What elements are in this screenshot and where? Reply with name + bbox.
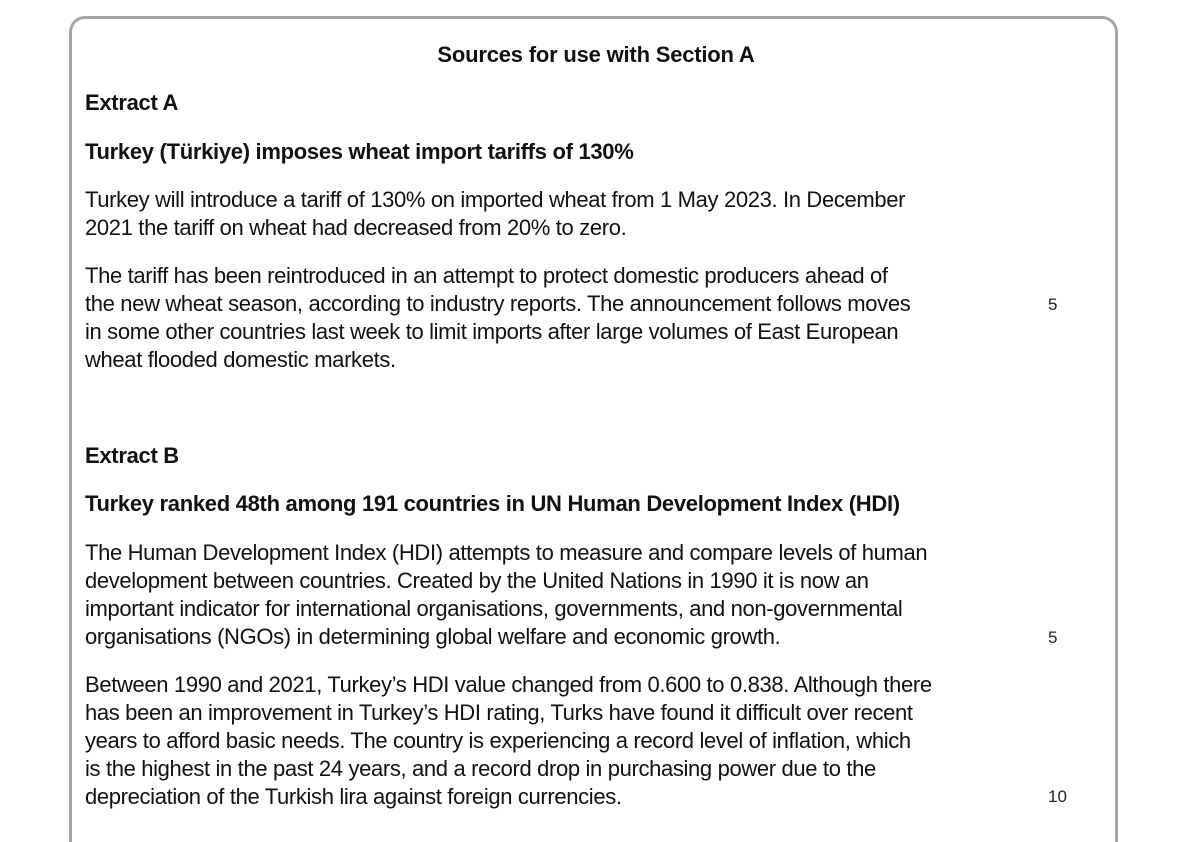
text-line: depreciation of the Turkish lira against foreign currencies.: [85, 784, 622, 809]
text-line: Between 1990 and 2021, Turkey’s HDI value changed from 0.600 to 0.838. Although there: [85, 672, 932, 697]
text-line: has been an improvement in Turkey’s HDI rating, Turks have found it difficult over recent: [85, 700, 913, 725]
text-line: important indicator for international organisations, governments, and non-governmental: [85, 596, 903, 621]
text-line: organisations (NGOs) in determining global welfare and economic growth.: [85, 624, 781, 649]
text-line: is the highest in the past 24 years, and a record drop in purchasing power due to the: [85, 756, 876, 781]
extract-b-label: Extract B: [85, 443, 179, 468]
text-line: the new wheat season, according to industry reports. The announcement follows moves: [85, 291, 911, 316]
text-line: wheat flooded domestic markets.: [85, 347, 396, 372]
text-line: development between countries. Created by the United Nations in 1990 it is now an: [85, 568, 869, 593]
page-title: Sources for use with Section A: [437, 42, 755, 67]
extract-b-paragraph-2: [85, 671, 932, 811]
extract-b-paragraph-1: [85, 539, 927, 651]
extract-b-line-number-10: 10: [1048, 787, 1067, 806]
text-line: Turkey will introduce a tariff of 130% on imported wheat from 1 May 2023. In December: [85, 187, 906, 212]
text-line: in some other countries last week to limit imports after large volumes of East European: [85, 319, 899, 344]
text-line: The tariff has been reintroduced in an attempt to protect domestic producers ahead of: [85, 263, 888, 288]
text-line: 2021 the tariff on wheat had decreased from 20% to zero.: [85, 215, 627, 240]
extract-b-headline: Turkey ranked 48th among 191 countries in UN Human Development Index (HDI): [85, 491, 900, 516]
extract-a-paragraph-1: [85, 186, 905, 242]
extract-a-label: Extract A: [85, 90, 179, 115]
extract-a-line-number: 5: [1048, 295, 1058, 314]
text-line: years to afford basic needs. The country is experiencing a record level of inflation, which: [85, 728, 911, 753]
extract-a-headline: Turkey (Türkiye) imposes wheat import tariffs of 130%: [85, 139, 634, 164]
extract-a-paragraph-2: [85, 262, 910, 374]
extract-b-line-number-5: 5: [1048, 628, 1058, 647]
text-line: The Human Development Index (HDI) attempts to measure and compare levels of human: [85, 540, 928, 565]
